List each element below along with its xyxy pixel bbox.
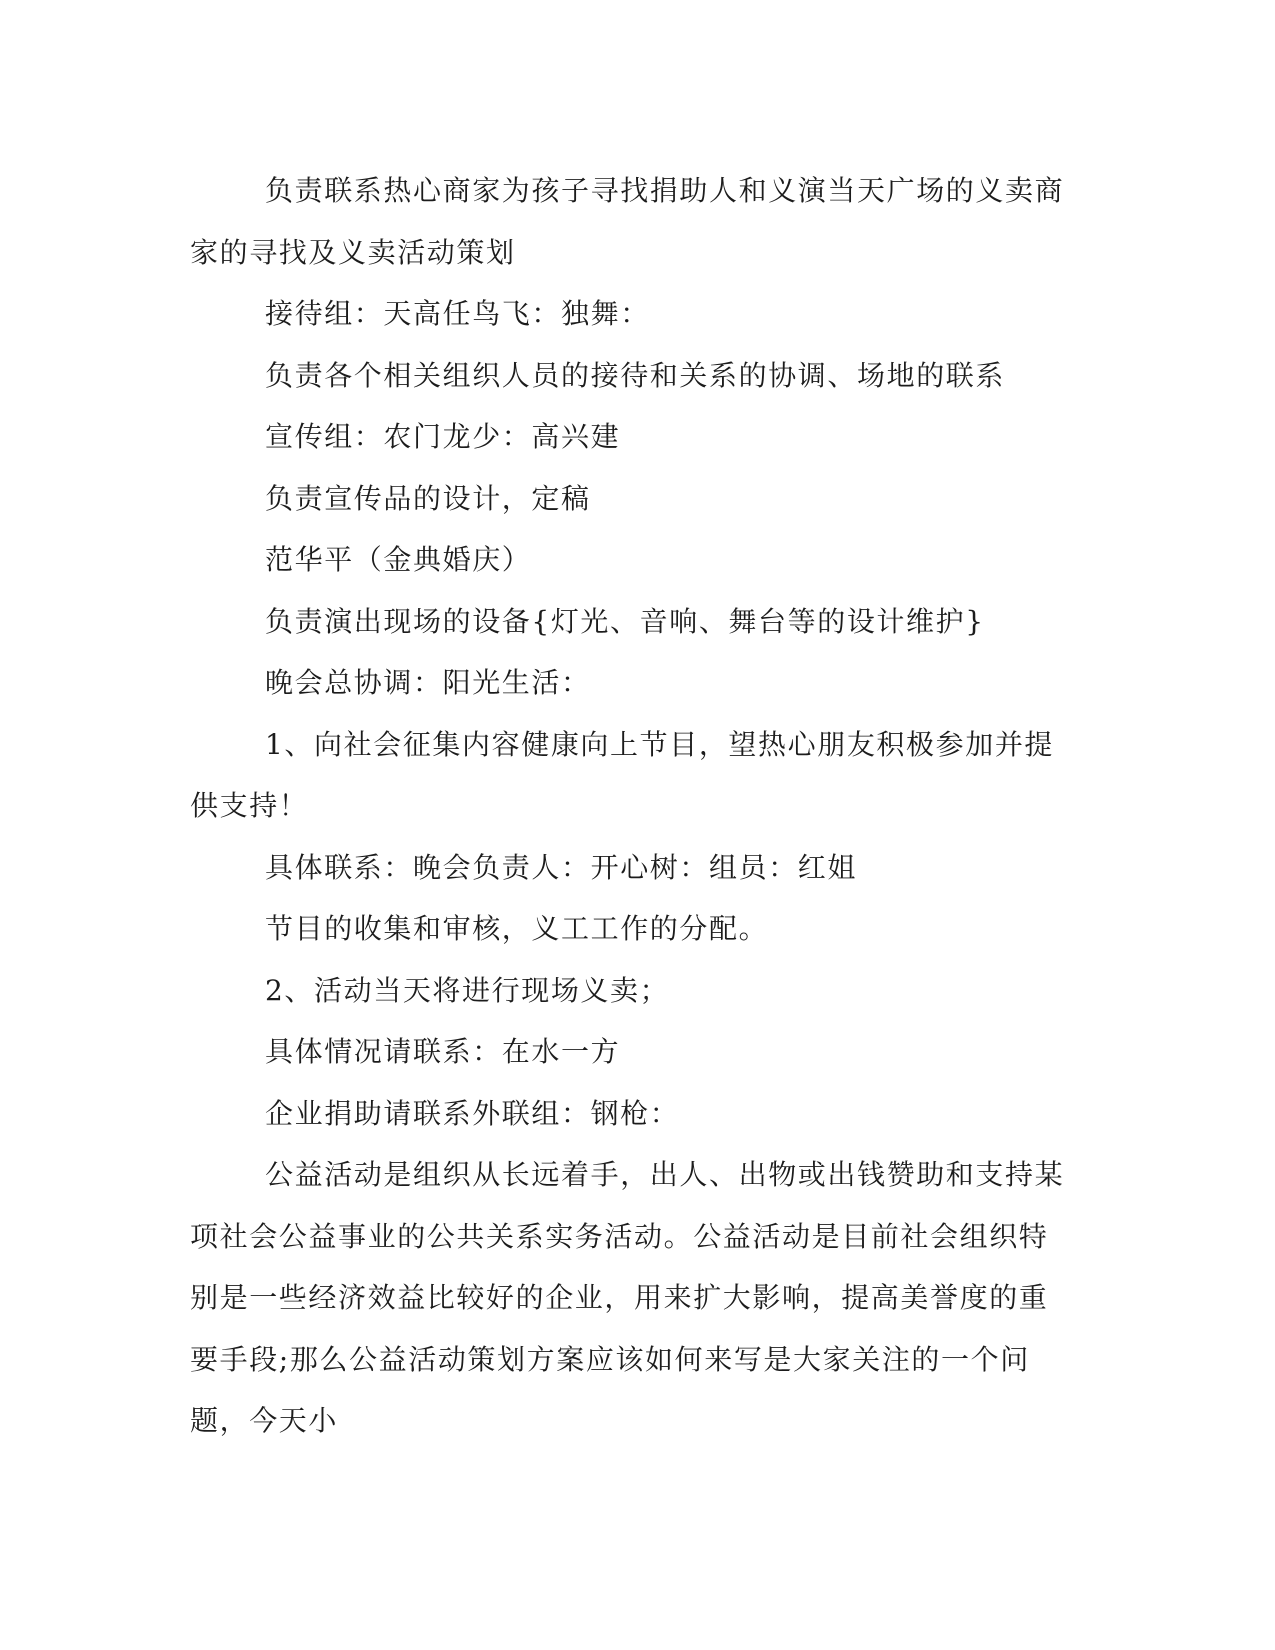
- paragraph-gala-contact: 具体联系：晚会负责人：开心树：组员：红姐: [265, 850, 858, 884]
- paragraph-equipment-duty: 负责演出现场的设备{灯光、音响、舞台等的设计维护}: [265, 604, 985, 638]
- paragraph-merchant-contact: 负责联系热心商家为孩子寻找捐助人和义演当天广场的义卖商家的寻找及义卖活动策划: [190, 174, 1065, 269]
- paragraph-item-2: 2、活动当天将进行现场义卖；: [265, 973, 670, 1007]
- paragraph-program-review: 节目的收集和审核，义工工作的分配。: [265, 912, 769, 945]
- paragraph-item-1: 1、向社会征集内容健康向上节目，望热心朋友积极参加并提供支持！: [190, 727, 1055, 822]
- paragraph-corporate-donation: 企业捐助请联系外联组：钢枪：: [265, 1096, 680, 1130]
- paragraph-gala-coordinator: 晚会总协调：阳光生活：: [265, 666, 591, 699]
- paragraph-reception-duty: 负责各个相关组织人员的接待和关系的协调、场地的联系: [265, 358, 1006, 392]
- paragraph-reception-group: 接待组：天高任鸟飞：独舞：: [265, 297, 650, 330]
- paragraph-publicity-duty: 负责宣传品的设计，定稿: [265, 481, 591, 515]
- document-body: [190, 160, 1070, 1452]
- paragraph-equipment-person: 范华平（金典婚庆）: [265, 543, 532, 576]
- paragraph-charity-sale-contact: 具体情况请联系：在水一方: [265, 1035, 621, 1068]
- paragraph-publicity-group: 宣传组：农门龙少：高兴建: [265, 420, 621, 453]
- paragraph-public-welfare-intro: 公益活动是组织从长远着手，出人、出物或出钱赞助和支持某项社会公益事业的公共关系实务活动。公益活动是目前社会组织特别是一些经济效益比较好的企业，用来扩大影响，提高美誉度的重要手段;那么公益活动策划方案应该如何来写是大家关注的一个问题，今天小: [190, 1158, 1065, 1437]
